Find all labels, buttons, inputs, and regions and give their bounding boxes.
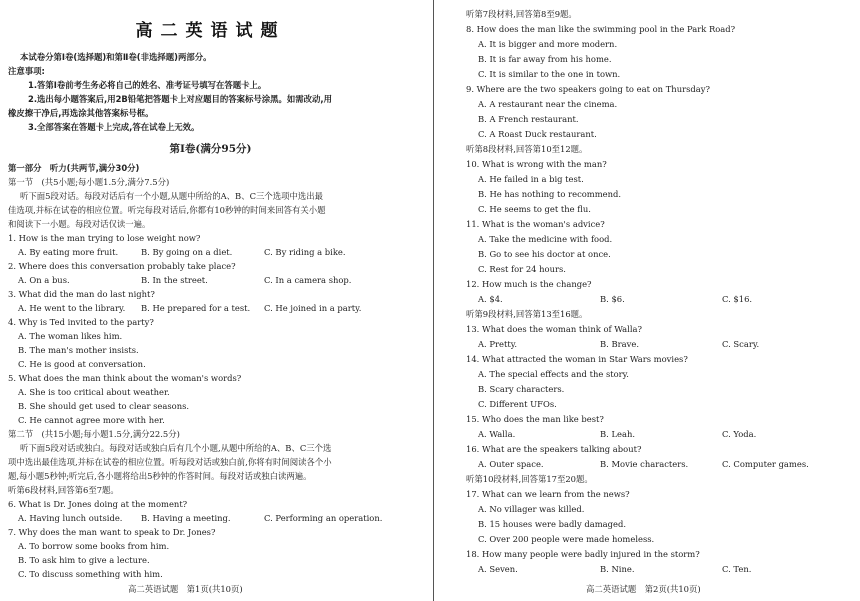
option-c: C. Yoda. [722, 429, 757, 439]
material-heading: 听第10段材料,回答第17至20题。 [466, 474, 593, 484]
page-footer: 高二英语试题 第2页(共10页) [586, 584, 701, 594]
option-c: C. He is good at conversation. [18, 359, 146, 369]
option-b: B. He has nothing to recommend. [478, 189, 622, 199]
instruction-line: 项中选出最佳选项,并标在试卷的相应位置。听每段对话或独白前,你将有时间阅读各个小 [8, 457, 332, 467]
instruction-line: 听下面5段对话或独白。每段对话或独白后有几个小题,从题中所给的A、B、C三个选 [20, 443, 332, 453]
option-b: B. A French restaurant. [478, 114, 579, 124]
option-b: B. Leah. [600, 429, 636, 439]
instruction-line: 和阅读下一小题。每段对话仅读一遍。 [8, 219, 151, 229]
option-b: B. To ask him to give a lecture. [18, 555, 150, 565]
page-footer: 高二英语试题 第1页(共10页) [128, 584, 243, 594]
question-11: 11. What is the woman's advice? [466, 219, 605, 229]
left-column [8, 0, 413, 601]
option-a: A. A restaurant near the cinema. [478, 99, 618, 109]
option-b: B. Having a meeting. [141, 513, 231, 523]
question-7: 7. Why does the man want to speak to Dr. Jones? [8, 527, 216, 537]
option-a: A. He failed in a big test. [478, 174, 584, 184]
option-a: A. Outer space. [478, 459, 544, 469]
option-c: C. A Roast Duck restaurant. [478, 129, 597, 139]
option-a: A. By eating more fruit. [18, 247, 119, 257]
question-3: 3. What did the man do last night? [8, 289, 155, 299]
option-b: B. Go to see his doctor at once. [478, 249, 611, 259]
option-a: A. She is too critical about weather. [18, 387, 170, 397]
option-c: C. Performing an operation. [264, 513, 383, 523]
notice-line: 3.全部答案在答题卡上完成,答在试卷上无效。 [28, 122, 200, 132]
notice-line: 2.选出每小题答案后,用2B铅笔把答题卡上对应题目的答案标号涂黑。如需改动,用 [28, 94, 332, 104]
instruction-line: 佳选项,并标在试卷的相应位置。听完每段对话后,你都有10秒钟的时间来回答有关小题 [8, 205, 326, 215]
question-6: 6. What is Dr. Jones doing at the moment? [8, 499, 188, 509]
option-b: B. 15 houses were badly damaged. [478, 519, 627, 529]
question-1: 1. How is the man trying to lose weight now? [8, 233, 201, 243]
notice-line: 1.答第Ⅰ卷前考生务必将自己的姓名、准考证号填写在答题卡上。 [28, 80, 267, 90]
option-c: C. By riding a bike. [264, 247, 346, 257]
question-13: 13. What does the woman think of Walla? [466, 324, 642, 334]
option-a: A. The woman likes him. [18, 331, 123, 341]
option-a: A. Pretty. [478, 339, 517, 349]
notice-title: 注意事项: [8, 66, 45, 76]
material-heading: 听第8段材料,回答第10至12题。 [466, 144, 588, 154]
option-c: C. Different UFOs. [478, 399, 557, 409]
question-17: 17. What can we learn from the news? [466, 489, 630, 499]
option-a: A. To borrow some books from him. [18, 541, 170, 551]
option-c: C. He cannot agree more with her. [18, 415, 165, 425]
subsection-heading: 第二节 (共15小题;每小题1.5分,满分22.5分) [8, 429, 180, 439]
material-heading: 听第9段材料,回答第13至16题。 [466, 309, 588, 319]
option-c: C. It is similar to the one in town. [478, 69, 621, 79]
question-8: 8. How does the man like the swimming pool in the Park Road? [466, 24, 736, 34]
option-a: A. Take the medicine with food. [478, 234, 613, 244]
option-b: B. By going on a diet. [141, 247, 233, 257]
option-b: B. Scary characters. [478, 384, 565, 394]
question-15: 15. Who does the man like best? [466, 414, 604, 424]
question-14: 14. What attracted the woman in Star Wars movies? [466, 354, 688, 364]
option-b: B. Brave. [600, 339, 639, 349]
option-b: B. It is far away from his home. [478, 54, 612, 64]
option-c: C. In a camera shop. [264, 275, 352, 285]
option-c: C. He joined in a party. [264, 303, 362, 313]
question-12: 12. How much is the change? [466, 279, 592, 289]
option-c: C. He seems to get the flu. [478, 204, 591, 214]
question-5: 5. What does the man think about the woman's words? [8, 373, 242, 383]
option-c: C. Ten. [722, 564, 752, 574]
option-c: C. $16. [722, 294, 753, 304]
column-divider [433, 0, 434, 601]
page-title: 高二英语试题 [135, 21, 286, 41]
option-a: A. Having lunch outside. [18, 513, 123, 523]
question-2: 2. Where does this conversation probably take place? [8, 261, 236, 271]
option-b: B. He prepared for a test. [141, 303, 251, 313]
instruction-line: 听下面5段对话。每段对话后有一个小题,从题中所给的A、B、C三个选项中选出最 [20, 191, 323, 201]
material-heading: 听第6段材料,回答第6至7题。 [8, 485, 119, 495]
option-b: B. $6. [600, 294, 625, 304]
option-a: A. Seven. [478, 564, 518, 574]
question-16: 16. What are the speakers talking about? [466, 444, 642, 454]
option-c: C. Over 200 people were made homeless. [478, 534, 655, 544]
option-c: C. To discuss something with him. [18, 569, 163, 579]
option-a: A. The special effects and the story. [478, 369, 629, 379]
option-a: A. $4. [478, 294, 503, 304]
question-10: 10. What is wrong with the man? [466, 159, 607, 169]
option-b: B. Nine. [600, 564, 635, 574]
option-a: A. It is bigger and more modern. [478, 39, 618, 49]
option-b: B. Movie characters. [600, 459, 689, 469]
intro-text: 本试卷分第Ⅰ卷(选择题)和第Ⅱ卷(非选择题)两部分。 [20, 52, 212, 62]
part-heading: 第一部分 听力(共两节,满分30分) [8, 163, 140, 173]
option-b: B. In the street. [141, 275, 208, 285]
question-9: 9. Where are the two speakers going to eat on Thursday? [466, 84, 710, 94]
option-c: C. Computer games. [722, 459, 809, 469]
option-c: C. Scary. [722, 339, 760, 349]
section-heading: 第Ⅰ卷(满分95分) [169, 143, 252, 155]
question-18: 18. How many people were badly injured in the storm? [466, 549, 700, 559]
subsection-heading: 第一节 (共5小题;每小题1.5分,满分7.5分) [8, 177, 170, 187]
option-a: A. No villager was killed. [478, 504, 585, 514]
notice-line: 橡皮擦干净后,再选涂其他答案标号框。 [8, 108, 154, 118]
option-a: A. On a bus. [18, 275, 70, 285]
option-b: B. The man's mother insists. [18, 345, 139, 355]
option-b: B. She should get used to clear seasons. [18, 401, 190, 411]
instruction-line: 题,每小题5秒钟;听完后,各小题将给出5秒钟的作答时间。每段对话或独白读两遍。 [8, 471, 312, 481]
right-column [466, 0, 852, 601]
question-4: 4. Why is Ted invited to the party? [8, 317, 154, 327]
option-a: A. He went to the library. [18, 303, 126, 313]
option-a: A. Walla. [478, 429, 516, 439]
option-c: C. Rest for 24 hours. [478, 264, 566, 274]
material-heading: 听第7段材料,回答第8至9题。 [466, 9, 577, 19]
